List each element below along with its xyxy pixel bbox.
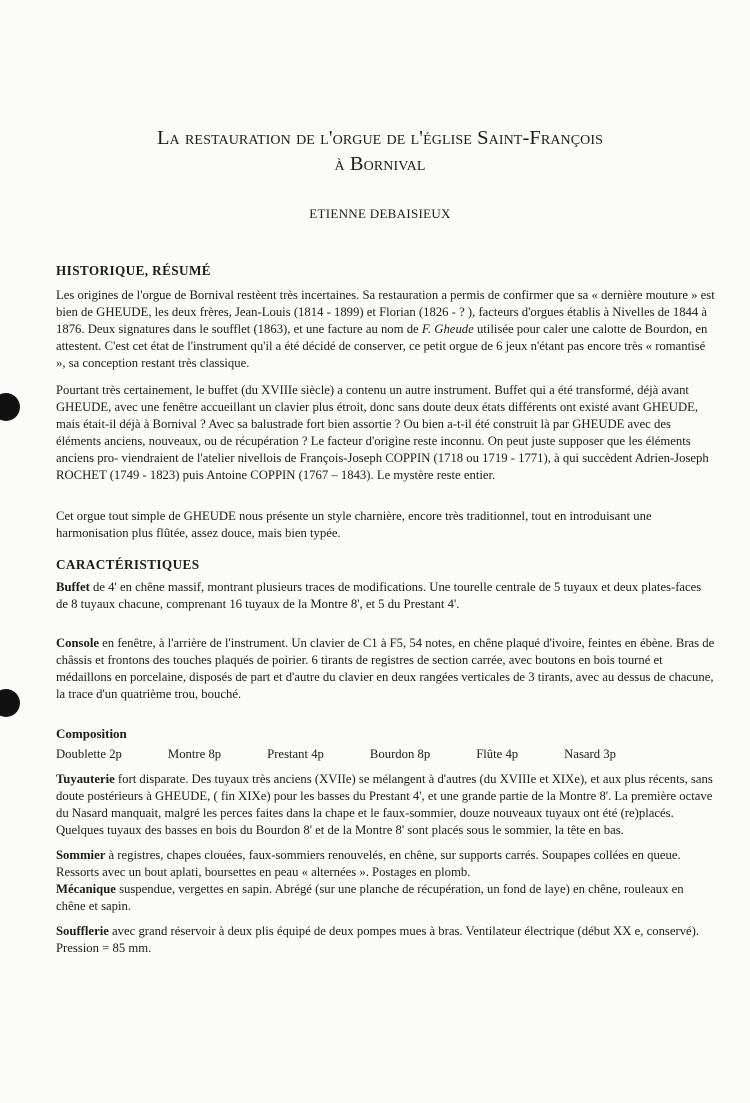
paragraph-style: Cet orgue tout simple de GHEUDE nous présente un style charnière, encore très traditionnel, tout en introduisant une harmonisation plus flûtée, assez douce, mais bien typée. (56, 509, 652, 540)
author-name: ETIENNE DEBAISIEUX (309, 206, 451, 221)
paragraph-origines (56, 287, 716, 372)
term-label: Soufflerie (56, 924, 109, 938)
paragraph-buffet-history: Pourtant très certainement, le buffet (du XVIIIe siècle) a contenu un autre instrument. Buffet qui a été transformé, déjà avant GHEUDE, avec une fenêtre accueillant un clavier plus étroit, donc sans doute deux états différents ont existé avant GHEUDE, mais était-il déjà à Bornival ? Avec sa balustrade fort bien assortie ? Ou bien a-t-il été construit là par GHEUDE avec des éléments anciens, nouveaux, ou de récupération ? Le facteur d'origine reste inconnu. On peut juste supposer que les éléments anciens pro- viendraient de l'atelier nivellois de François-Joseph COPPIN (1718 ou 1719 - 1771), à qui succèdent Adrien-Joseph ROCHET (1749 - 1823) puis Antoine COPPIN (1767 – 1843). Le mystère reste entier. (56, 383, 709, 482)
section-heading-historique: HISTORIQUE, RÉSUMÉ (56, 263, 211, 278)
paragraph-sommier (56, 847, 716, 881)
term-label: Tuyauterie (56, 772, 115, 786)
term-label: Buffet (56, 580, 90, 594)
paragraph-text: fort disparate. Des tuyaux très anciens (XVIIe) se mélangent à d'autres (du XVIIIe et XIXe), et aux plus récents, sans doute postérieurs à GHEUDE, ( fin XIXe) pour les basses du Prestant 4', et une grande partie de la Montre 8'. La première octave du Nasard manquait, malgré les perces faites dans la chape et le faux-sommier, douze nouveaux tuyaux ont été (re)placés. Quelques tuyaux des basses en bois du Bourdon 8' et de la Montre 8' sont placés sous le sommier, la tête en bas. (56, 772, 713, 837)
composition-heading: Composition (56, 726, 127, 741)
paragraph-text: Les origines de l'orgue de Bornival restèent très incertaines. Sa restauration a permis de confirmer que sa « dernière mouture » est bien de GHEUDE, les deux frères, Jean-Louis (1814 - 1899) et Florian (1826 - ? ), facteurs d'orgues établis à Nivelles de 1844 à 1876. Deux signatures dans le soufflet (1863), et une facture au nom de (56, 288, 715, 336)
title-line-2: à Bornival (334, 153, 426, 175)
stop-list (56, 746, 616, 763)
paragraph-text: en fenêtre, à l'arrière de l'instrument. Un clavier de C1 à F5, 54 notes, en chêne plaqué d'ivoire, feintes en ébène. Bras de châssis et frontons des touches plaqués de poirier. 6 tirants de registres de section carrée, avec boutons en bois tourné et médaillons en porcelaine, disposés de part et d'autre du clavier en deux rangées verticales de 3 tirants, avec au dessus de chacune, la trace d'un quatrième trou, bouché. (56, 636, 715, 701)
stop-item: Flûte 4p (476, 747, 519, 761)
term-label: Console (56, 636, 99, 650)
paragraph-soufflerie (56, 923, 716, 957)
term-label: Sommier (56, 848, 106, 862)
paragraph-console (56, 635, 716, 703)
article-body (56, 262, 716, 957)
stop-item: Bourdon 8p (369, 747, 431, 761)
stop-item: Doublette 2p (56, 747, 122, 761)
punch-hole (0, 689, 20, 717)
term-label: Mécanique (56, 882, 116, 896)
paragraph-text: utilisée pour caler une calotte de Bourdon, en attestent. C'est cet état de l'instrument qu'il a été décidé de conserver, ce petit orgue de 6 jeux n'étant pas encore très « romantisé », sa conception restant très classique. (56, 322, 708, 370)
stop-item: Nasard 3p (564, 747, 616, 761)
stop-item: Prestant 4p (267, 747, 324, 761)
paragraph-text: à registres, chapes clouées, faux-sommiers renouvelés, en chêne, sur supports carrés. Soupapes collées en queue. Ressorts avec un bout aplati, boursettes en peau « alternées ». Postages en plomb. (56, 848, 681, 879)
paragraph-buffet (56, 579, 716, 613)
title-line-1: La restauration de l'orgue de l'église Saint-François (156, 127, 604, 149)
stop-item: Montre 8p (167, 747, 222, 761)
document-title (40, 125, 720, 177)
paragraph-text: avec grand réservoir à deux plis équipé de deux pompes mues à bras. Ventilateur électrique (début XX e, conservé). Pression = 85 mm. (56, 924, 700, 955)
paragraph-text: de 4' en chêne massif, montrant plusieurs traces de modifications. Une tourelle centrale de 5 tuyaux et deux plates-faces de 8 tuyaux chacune, comprenant 16 tuyaux de la Montre 8', et 5 du Prestant 4'. (56, 580, 702, 611)
section-heading-caracteristiques: CARACTÉRISTIQUES (56, 557, 200, 572)
paragraph-tuyauterie (56, 771, 716, 839)
paragraph-mecanique (56, 881, 716, 915)
punch-hole (0, 393, 20, 421)
paragraph-text: suspendue, vergettes en sapin. Abrégé (sur une planche de récupération, un fond de laye) en chêne, rouleaux en chêne et sapin. (56, 882, 684, 913)
italic-name: F. Gheude (421, 322, 474, 336)
